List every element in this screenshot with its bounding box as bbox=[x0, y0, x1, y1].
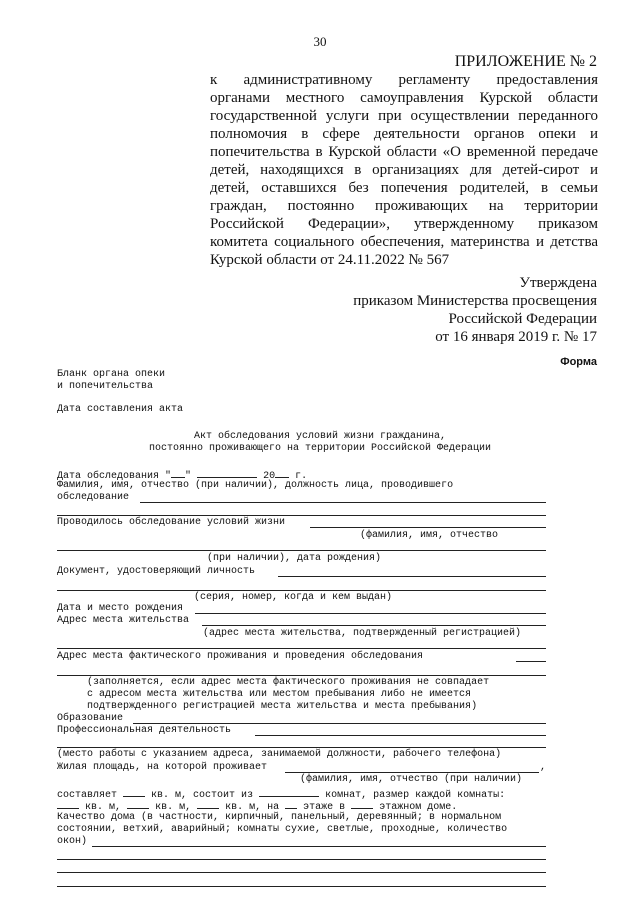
page-number: 30 bbox=[313, 34, 327, 49]
profession-field[interactable] bbox=[255, 735, 546, 736]
living-space-field[interactable] bbox=[285, 772, 539, 773]
area-blank[interactable] bbox=[123, 786, 145, 797]
appendix-line: к административному регламенту предоставления bbox=[210, 72, 598, 88]
quality-field-extra[interactable] bbox=[57, 859, 546, 860]
hint-series: (серия, номер, когда и кем выдан) bbox=[194, 592, 393, 603]
survey-year-label: 20 bbox=[263, 471, 276, 482]
hint-work: (место работы с указанием адреса, занимаемой должности, рабочего телефона) bbox=[57, 749, 502, 760]
quality-label: Качество дома (в частности, кирпичный, панельный, деревянный; в нормальном bbox=[57, 812, 502, 823]
quality-field-extra[interactable] bbox=[57, 886, 546, 887]
actual-address-field[interactable] bbox=[516, 661, 546, 662]
profession-label: Профессиональная деятельность bbox=[57, 725, 232, 736]
rooms-label: комнат, размер каждой комнаты: bbox=[325, 790, 506, 801]
conductor-field-extra[interactable] bbox=[57, 515, 546, 516]
approval-line: Утверждена bbox=[519, 275, 597, 291]
survey-day-blank[interactable] bbox=[171, 467, 185, 478]
survey-date-label: Дата обследования " bbox=[57, 471, 172, 482]
residence-field[interactable] bbox=[202, 625, 546, 626]
room-size-blank[interactable] bbox=[57, 798, 79, 809]
rooms-count-blank[interactable] bbox=[259, 786, 319, 797]
appendix-line: детей, находящихся в организациях для детей-сирот и bbox=[210, 162, 598, 178]
actual-address-field-extra[interactable] bbox=[57, 675, 546, 676]
approval-line: приказом Министерства просвещения bbox=[353, 293, 597, 309]
appendix-line: государственной услуги при осуществлении переданного bbox=[210, 108, 598, 124]
act-date-label: Дата составления акта bbox=[57, 404, 184, 415]
room-size-unit: кв. м, на bbox=[225, 802, 280, 813]
area-label: составляет bbox=[57, 790, 118, 801]
appendix-title: ПРИЛОЖЕНИЕ № 2 bbox=[454, 53, 597, 70]
id-document-field[interactable] bbox=[278, 576, 546, 577]
floors-total-blank[interactable] bbox=[351, 798, 373, 809]
appendix-line: попечительства в Курской области «О временной передаче bbox=[210, 144, 598, 160]
education-label: Образование bbox=[57, 713, 124, 724]
id-document-field-extra[interactable] bbox=[57, 590, 546, 591]
living-space-label: Жилая площадь, на которой проживает bbox=[57, 762, 268, 773]
hint-fio-full: (фамилия, имя, отчество (при наличии) bbox=[300, 774, 523, 785]
room-size-blank[interactable] bbox=[197, 798, 219, 809]
floor-blank[interactable] bbox=[285, 798, 297, 809]
conducted-field-extra[interactable] bbox=[57, 550, 546, 551]
issuer-line: Бланк органа опеки bbox=[57, 369, 166, 380]
room-size-unit: кв. м, bbox=[155, 802, 192, 813]
approval-line: Российской Федерации bbox=[448, 311, 597, 327]
residence-label: Адрес места жительства bbox=[57, 615, 190, 626]
issuer-line: и попечительства bbox=[57, 381, 154, 392]
birth-field[interactable] bbox=[195, 613, 546, 614]
floors-total-label: этажном доме. bbox=[379, 802, 458, 813]
appendix-line: органами местного самоуправления Курской области bbox=[210, 90, 598, 106]
hint-birthdate: (при наличии), дата рождения) bbox=[207, 553, 382, 564]
quality-field[interactable] bbox=[92, 846, 546, 847]
hint-actual: подтвержденного регистрацией места жительства и места пребывания) bbox=[87, 701, 478, 712]
quality-label: окон) bbox=[57, 836, 88, 847]
form-label: Форма bbox=[560, 356, 597, 368]
survey-year-suffix: г. bbox=[295, 471, 308, 482]
appendix-line: детей, оставшихся без попечения родителей, в семьи bbox=[210, 180, 598, 196]
conductor-field[interactable] bbox=[140, 502, 546, 503]
hint-residence: (адрес места жительства, подтвержденный регистрацией) bbox=[203, 628, 522, 639]
hint-actual: с адресом места жительства или местом пребывания либо не имеется bbox=[87, 689, 472, 700]
approval-line: от 16 января 2019 г. № 17 bbox=[435, 329, 597, 345]
quality-label: состоянии, ветхий, аварийный; комнаты сухие, светлые, проходные, количество bbox=[57, 824, 508, 835]
survey-month-blank[interactable] bbox=[197, 467, 257, 478]
profession-field-extra[interactable] bbox=[57, 747, 546, 748]
conducted-field[interactable] bbox=[310, 527, 546, 528]
appendix-line: Российской Федерации», утвержденному приказом bbox=[210, 216, 598, 232]
appendix-line: граждан, постоянно проживающих на территории bbox=[210, 198, 598, 214]
conductor-label: Фамилия, имя, отчество (при наличии), должность лица, проводившего bbox=[57, 480, 454, 491]
birth-label: Дата и место рождения bbox=[57, 603, 184, 614]
act-title: Акт обследования условий жизни гражданина, bbox=[193, 431, 447, 442]
room-size-unit: кв. м, bbox=[85, 802, 122, 813]
appendix-line: комитета социального обеспечения, материнства и детства bbox=[210, 234, 598, 250]
actual-address-label: Адрес места фактического проживания и проведения обследования bbox=[57, 651, 424, 662]
appendix-line: Курской области от 24.11.2022 № 567 bbox=[210, 252, 450, 268]
id-document-label: Документ, удостоверяющий личность bbox=[57, 566, 256, 577]
floor-label: этаже в bbox=[303, 802, 346, 813]
hint-fio: (фамилия, имя, отчество bbox=[360, 530, 499, 541]
appendix-line: полномочия в сфере деятельности органов опеки и bbox=[210, 126, 598, 142]
living-space-comma: , bbox=[540, 762, 547, 773]
act-title: постоянно проживающего на территории Российской Федерации bbox=[148, 443, 492, 454]
survey-year-blank[interactable] bbox=[275, 467, 289, 478]
residence-field-extra[interactable] bbox=[57, 648, 546, 649]
survey-date-quote: " bbox=[185, 471, 192, 482]
conducted-label: Проводилось обследование условий жизни bbox=[57, 517, 286, 528]
hint-actual: (заполняется, если адрес места фактического проживания не совпадает bbox=[87, 677, 490, 688]
conductor-label: обследование bbox=[57, 492, 130, 503]
quality-field-extra[interactable] bbox=[57, 872, 546, 873]
education-field[interactable] bbox=[133, 723, 546, 724]
room-size-blank[interactable] bbox=[127, 798, 149, 809]
area-unit: кв. м, состоит из bbox=[151, 790, 254, 801]
